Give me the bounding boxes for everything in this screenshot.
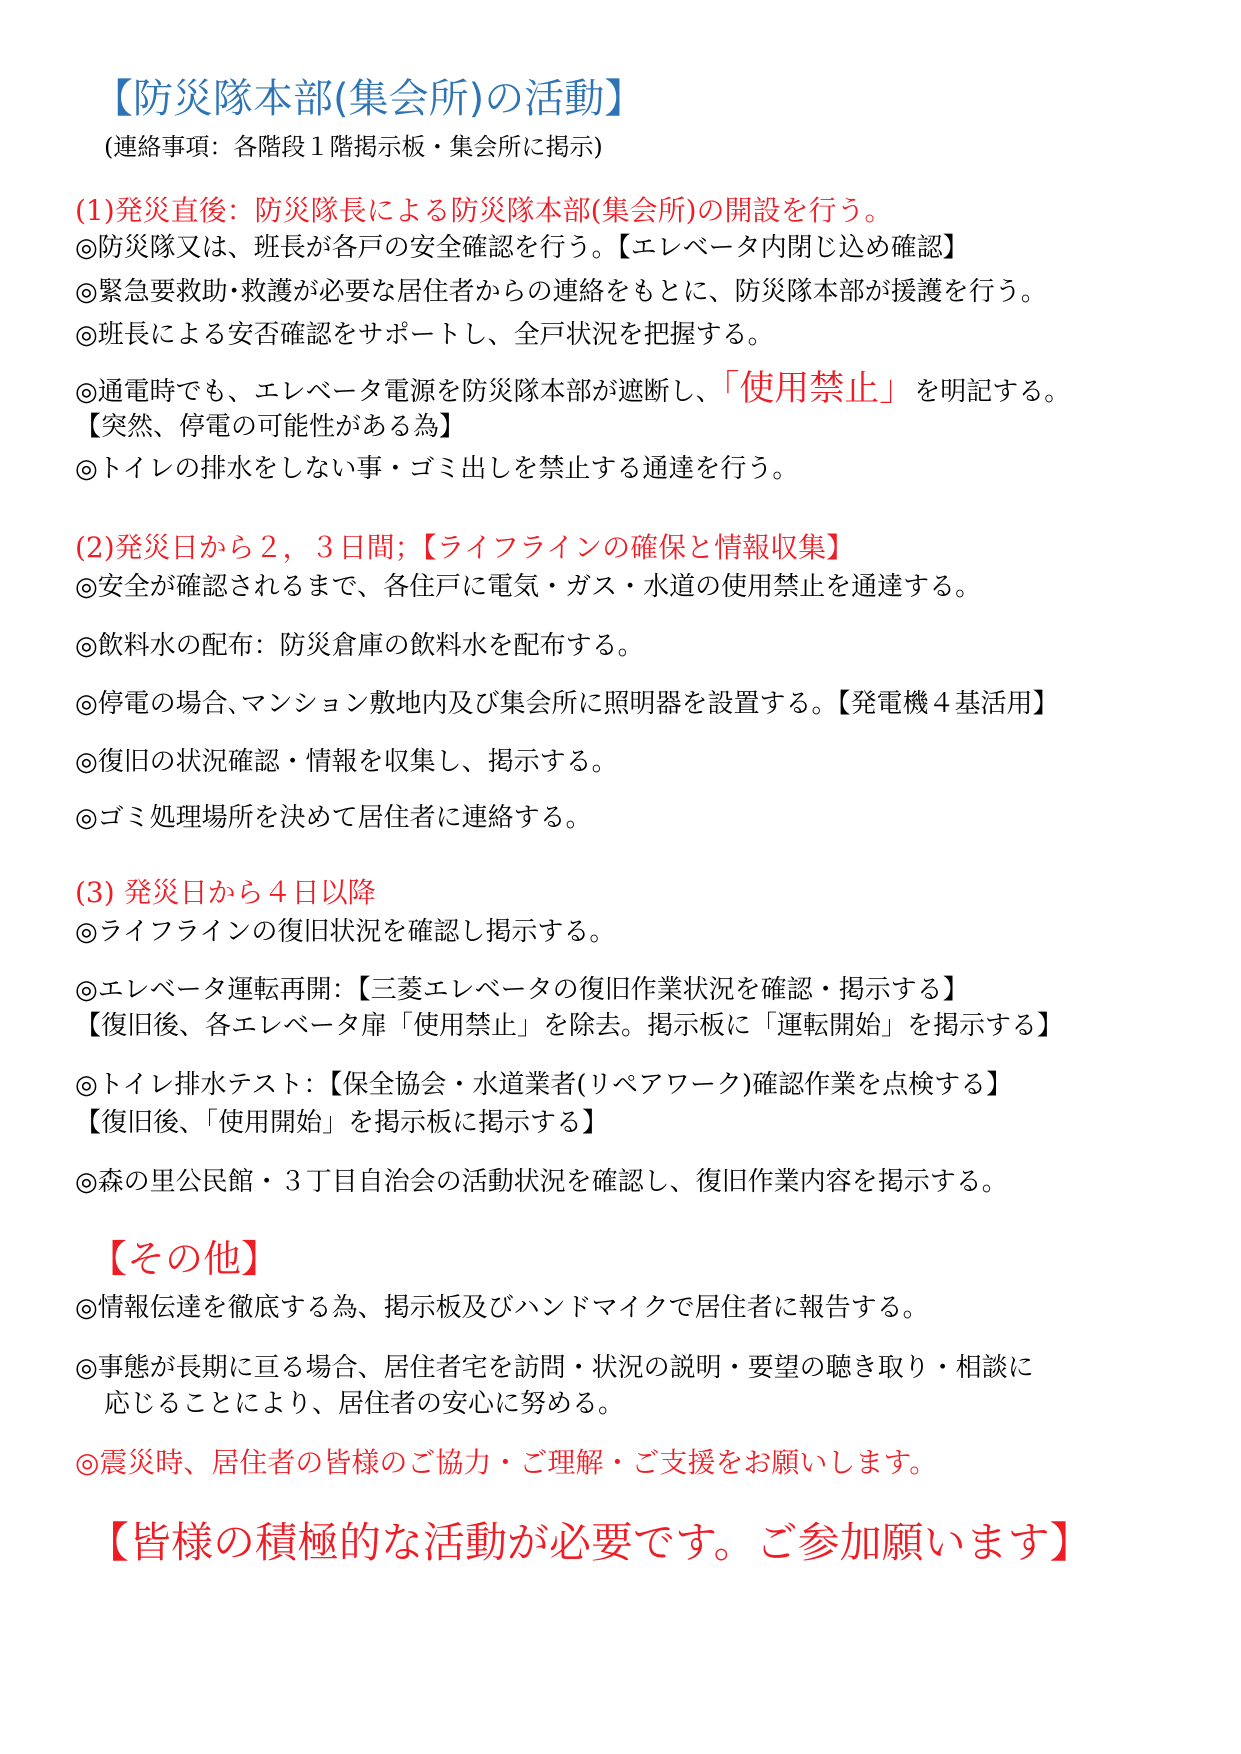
power-prefix: ◎通電時でも、エレベータ電源を防災隊本部が遮断し、 [75,377,722,407]
page-subtitle: (連絡事項：各階段１階掲示板・集会所に掲示) [104,133,603,161]
power-suffix: を明記する。 [914,377,1071,407]
appeal-line: ◎震災時、居住者の皆様のご協力・ご理解・ご支援をお願いします。 [75,1446,938,1479]
section2-item: ◎ゴミ処理場所を決めて居住者に連絡する。 [75,803,592,833]
other-item: ◎情報伝達を徹底する為、掲示板及びハンドマイクで居住者に報告する。 [75,1293,929,1323]
section3-item: ◎森の里公民館・３丁目自治会の活動状況を確認し、復旧作業内容を掲示する。 [75,1167,1008,1197]
section1-item: ◎防災隊又は、班長が各戸の安全確認を行う。【エレベータ内閉じ込め確認】 [75,233,969,263]
power-emphasis: 「使用禁止」 [721,369,915,409]
section2-heading: (2)発災日から２，３日間；【ライフラインの確保と情報収集】 [75,531,855,564]
other-item-continuation: 応じることにより、居住者の安心に努める。 [104,1389,625,1419]
section2-item: ◎安全が確認されるまで、各住戸に電気・ガス・水道の使用禁止を通達する。 [75,572,982,602]
section2-item: ◎飲料水の配布：防災倉庫の飲料水を配布する。 [75,631,644,661]
section3-item: ◎トイレ排水テスト：【保全協会・水道業者(リペアワーク)確認作業を点検する】 [75,1070,1013,1100]
section1-item: ◎班長による安否確認をサポートし、全戸状況を把握する。 [75,320,774,350]
section1-power-line [75,368,1070,410]
section3-item: ◎ライフラインの復旧状況を確認し掲示する。 [75,917,616,947]
section3-item: 【復旧後、各エレベータ扉「使用禁止」を除去。掲示板に「運転開始」を掲示する】 [75,1011,1064,1041]
section3-item: 【復旧後、「使用開始」を掲示板に掲示する】 [75,1108,609,1138]
section1-item: ◎緊急要救助･救護が必要な居住者からの連絡をもとに、防災隊本部が援護を行う。 [75,277,1047,307]
other-item: ◎事態が長期に亘る場合、居住者宅を訪問・状況の説明・要望の聴き取り・相談に [75,1353,1034,1383]
section1-heading: (1)発災直後：防災隊長による防災隊本部(集会所)の開設を行う。 [75,194,893,227]
section2-item: ◎復旧の状況確認・情報を収集し、掲示する。 [75,747,618,777]
closing-banner: 【皆様の積極的な活動が必要です。ご参加願います】 [87,1518,1092,1567]
section1-item: ◎トイレの排水をしない事・ゴミ出しを禁止する通達を行う。 [75,454,799,484]
section3-item: ◎エレベータ運転再開：【三菱エレベータの復旧作業状況を確認・掲示する】 [75,975,969,1005]
section3-heading: (3) 発災日から４日以降 [75,876,376,909]
power-note: 【突然、停電の可能性がある為】 [75,412,466,442]
other-heading: 【その他】 [89,1237,280,1281]
section2-item: ◎停電の場合､マンション敷地内及び集会所に照明器を設置する。【発電機４基活用】 [75,689,1059,719]
page-title: 【防災隊本部(集会所)の活動】 [93,76,645,122]
